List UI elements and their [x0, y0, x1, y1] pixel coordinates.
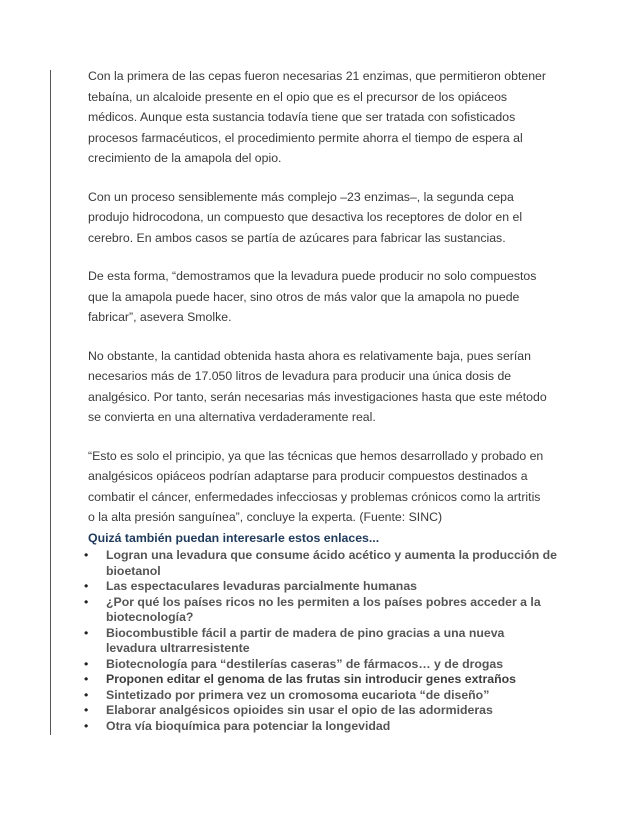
related-links-title: Quizá también puedan interesarle estos enlaces... [88, 531, 380, 545]
related-link-item[interactable] [78, 579, 558, 595]
paragraph-enzymes: Con la primera de las cepas fueron necesarias 21 enzimas, que permitieron obtener tebaína, un alcaloide presente en el opio que es el precursor de los opiáceos médicos. Aunque esta sustancia todavía tiene que ser tratada con sofisticados procesos farmacéuticos, el procedimiento permite ahorra el tiempo de espera al crecimiento de la amapola del opio. [88, 69, 546, 165]
related-link-item[interactable] [78, 595, 558, 626]
related-link-item[interactable] [78, 688, 558, 704]
related-link-item[interactable] [78, 672, 558, 688]
related-link-text[interactable]: ¿Por qué los países ricos no les permiten a los países pobres acceder a la biotecnología? [106, 594, 541, 624]
bullet-icon: • [84, 656, 89, 671]
related-link-text[interactable]: Proponen editar el genoma de las frutas sin introducir genes extraños [106, 672, 516, 686]
related-link-item[interactable] [78, 626, 558, 657]
bullet-icon: • [84, 672, 89, 686]
related-link-text[interactable]: Elaborar analgésicos opioides sin usar el opio de las adormideras [106, 703, 493, 717]
related-link-text[interactable]: Las espectaculares levaduras parcialmente humanas [106, 579, 417, 593]
bullet-icon: • [84, 687, 89, 702]
related-link-text[interactable]: Sintetizado por primera vez un cromosoma eucariota “de diseño” [106, 687, 490, 702]
bullet-icon: • [84, 594, 89, 609]
bullet-icon: • [84, 548, 89, 562]
paragraph-quantity: No obstante, la cantidad obtenida hasta ahora es relativamente baja, pues serían necesarios más de 17.050 litros de levadura para producir una única dosis de analgésico. Por tanto, serán necesarias más investigaciones hasta que este método se convierta en una alternativa verdaderamente real. [88, 348, 547, 424]
bullet-icon: • [84, 625, 89, 640]
related-link-text[interactable]: Biocombustible fácil a partir de madera de pino gracias a una nueva levadura ultrarresistente [106, 625, 505, 655]
paragraph-hydrocodone: Con un proceso sensiblemente más complejo –23 enzimas–, la segunda cepa produjo hidrocodona, un compuesto que desactiva los receptores de dolor en el cerebro. En ambos casos se partía de azúcares para fabricar las sustancias. [88, 189, 523, 245]
related-link-text[interactable]: Otra vía bioquímica para potenciar la longevidad [106, 718, 391, 733]
related-links-section [78, 530, 558, 734]
related-link-text[interactable]: Logran una levadura que consume ácido acético y aumenta la producción de bioetanol [106, 548, 557, 578]
paragraph-smolke-quote: De esta forma, “demostramos que la levadura puede producir no solo compuestos que la amapola puede hacer, sino otros de más valor que la amapola no puede fabricar”, asevera Smolke. [88, 269, 537, 324]
article-body [88, 66, 550, 546]
page-margin-rule [50, 70, 51, 735]
bullet-icon: • [84, 579, 89, 593]
related-link-item[interactable] [78, 703, 558, 719]
related-link-item[interactable] [78, 548, 558, 579]
related-links-list [78, 548, 558, 734]
bullet-icon: • [84, 703, 89, 717]
related-link-text[interactable]: Biotecnología para “destilerías caseras” de fármacos… y de drogas [106, 656, 504, 671]
bullet-icon: • [84, 718, 89, 733]
paragraph-conclusion: “Esto es solo el principio, ya que las técnicas que hemos desarrollado y probado en analgésicos opiáceos podrían adaptarse para producir compuestos destinados a combatir el cáncer, enfermedades infecciosas y problemas crónicos como la artritis o la alta presión sanguínea”, concluye la experta. (Fuente: SINC) [88, 448, 544, 524]
related-link-item[interactable] [78, 657, 558, 673]
related-link-item[interactable] [78, 719, 558, 735]
